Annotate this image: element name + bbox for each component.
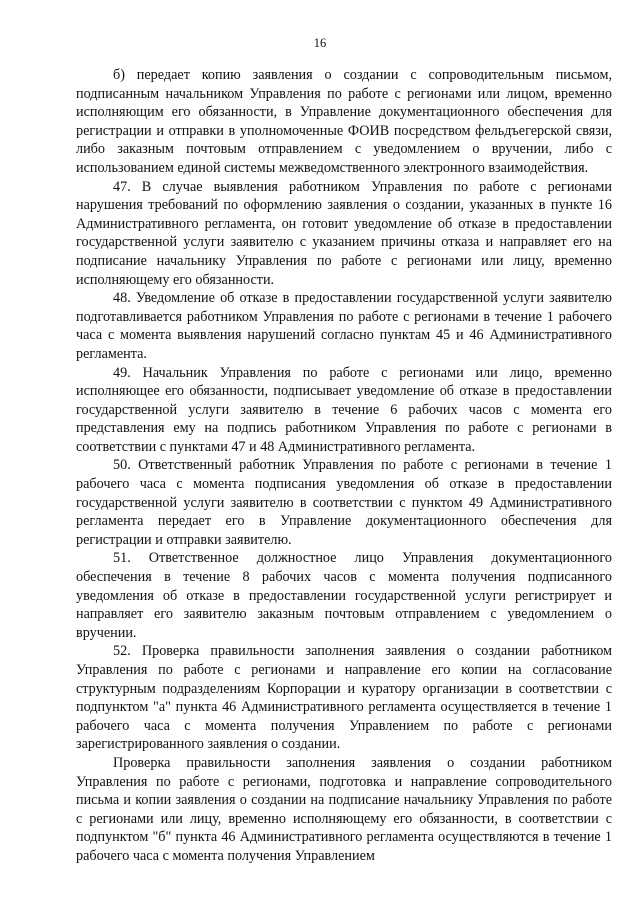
document-body	[76, 66, 612, 866]
paragraph-subpoint-b: б) передает копию заявления о создании с сопроводительным письмом, подписанным начальником Управления по работе с регионами или лицом, временно исполняющим его обязанности, в Управление документационного обеспечения для регистрации и отправки в уполномоченные ФОИВ посредством фельдъегерской связи, либо заказным почтовым отправлением с уведомлением о вручении, либо с использованием единой системы межведомственного электронного взаимодействия.	[76, 67, 612, 176]
paragraph-52-continuation: Проверка правильности заполнения заявления о создании работником Управления по работе с регионами, подготовка и направление сопроводительного письма и копии заявления о создании на подписание начальнику Управления по работе с регионами или лицу, временно исполняющему его обязанности, в соответствии с подпунктом "б" пункта 46 Административного регламента осуществляются в течение 1 рабочего часа с момента получения Управлением	[76, 754, 612, 864]
page-number: 16	[313, 36, 327, 50]
paragraph-47: 47. В случае выявления работником Управления по работе с регионами нарушения требований по оформлению заявления о создании, указанных в пункте 16 Административного регламента, он готовит уведомление об отказе в предоставлении государственной услуги заявителю с указанием причины отказа и направляет его на подписание начальнику Управления по работе с регионами или лицу, временно исполняющему его обязанности.	[76, 178, 612, 288]
paragraph-48: 48. Уведомление об отказе в предоставлении государственной услуги заявителю подготавливается работником Управления по работе с регионами в течение 1 рабочего часа с момента выявления нарушений согласно пунктам 45 и 46 Административного регламента.	[76, 290, 612, 362]
paragraph-50: 50. Ответственный работник Управления по работе с регионами в течение 1 рабочего часа с момента подписания уведомления об отказе в предоставлении государственной услуги заявителю в соответствии с пунктом 49 Административного регламента передает его в Управление документационного обеспечения для регистрации и отправки заявителю.	[76, 457, 612, 548]
paragraph-49: 49. Начальник Управления по работе с регионами или лицо, временно исполняющее его обязанности, подписывает уведомление об отказе в предоставлении государственной услуги заявителю в течение 6 рабочих часов с момента его представления ему на подпись работником Управления по работе с регионами в соответствии с пунктами 47 и 48 Административного регламента.	[76, 364, 612, 455]
paragraph-52: 52. Проверка правильности заполнения заявления о создании работником Управления по работе с регионами и направление его копии на согласование структурным подразделениям Корпорации и куратору организации в соответствии с подпунктом "а" пункта 46 Административного регламента осуществляется в течение 1 рабочего часа с момента получения Управлением по работе с регионами зарегистрированного заявления о создании.	[76, 643, 612, 753]
paragraph-51: 51. Ответственное должностное лицо Управления документационного обеспечения в течение 8 рабочих часов с момента получения подписанного уведомления об отказе в предоставлении государственной услуги регистрирует и направляет его заявителю заказным почтовым отправлением с уведомлением о вручении.	[76, 550, 612, 641]
